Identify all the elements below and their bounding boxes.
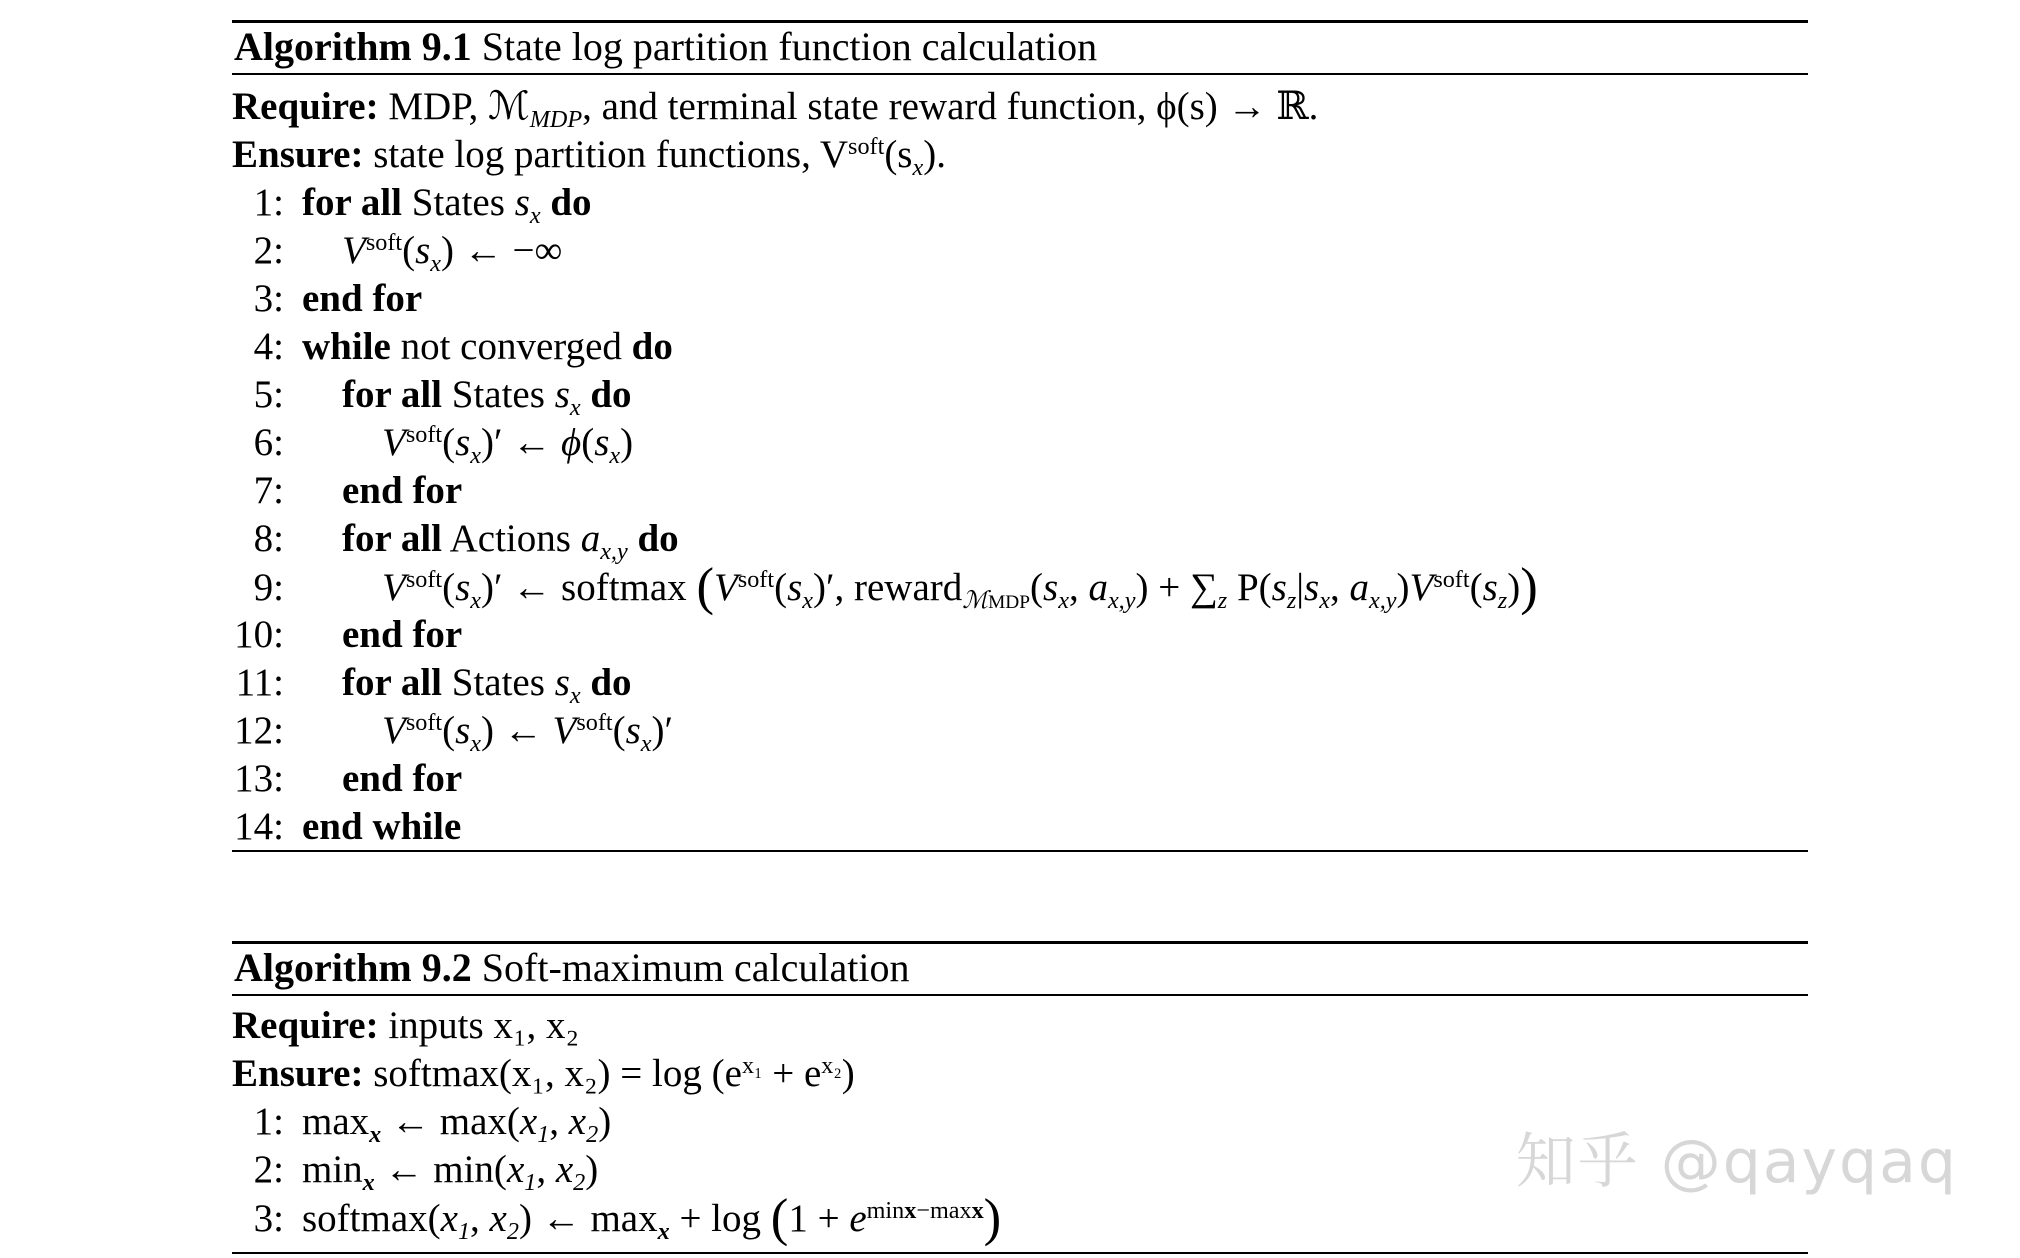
require-label: Require: [232, 1004, 379, 1047]
kw-for-all: for all [302, 181, 403, 224]
algo-line-4 [232, 323, 673, 371]
require-tail: , and terminal state reward function, ϕ(s) → ℝ. [582, 85, 1319, 128]
algorithm-title [232, 23, 1808, 73]
require-line [232, 1002, 579, 1050]
kw-end-for: end for [342, 469, 463, 512]
algo-line-5: 5: for all States $s_x$ do [232, 371, 632, 424]
algo-line-2: 2: $V^{soft}(s_x)$ ← −∞ [232, 227, 562, 280]
algorithm-label: Algorithm 9.2 [234, 945, 472, 990]
ensure-sup: soft [848, 132, 885, 160]
ensure-end: ) [841, 1052, 855, 1095]
line-number: 10: [234, 613, 284, 656]
line-number: 3: [253, 1196, 284, 1240]
bottom-rule [232, 850, 1808, 852]
algo2-line-2: 2: $\min_x$ ← $\min(x_1$, $x_2$) [232, 1146, 598, 1199]
algo-line-10 [232, 611, 462, 659]
kw-for-all: for all [342, 517, 443, 560]
require-label: Require: [232, 85, 379, 128]
line-number: 6: [253, 421, 284, 464]
require-mdp-sub: MDP [529, 106, 583, 134]
kw-for-all: for all [342, 661, 443, 704]
require-text: inputs x₁, x₂ [388, 1004, 580, 1047]
algorithm-title [232, 944, 1808, 994]
require-line [232, 83, 1318, 136]
states-word: States [451, 661, 545, 704]
ensure-text: state log partition functions, V [373, 133, 849, 176]
line-number: 14: [234, 805, 284, 848]
ensure-sub: x [912, 154, 924, 182]
watermark: 知乎 @qayqaq [1515, 1127, 1958, 1197]
states-word: States [411, 181, 505, 224]
kw-end-for: end for [302, 277, 423, 320]
ensure-text: softmax(x₁, x₂) = log (e [373, 1052, 742, 1095]
algo-line-8: 8: for all Actions $a_{x,y}$ do [232, 515, 679, 568]
line-number: 12: [234, 709, 284, 752]
algorithm-label: Algorithm 9.1 [234, 24, 472, 69]
line-number: 11: [235, 661, 284, 704]
ensure-label: Ensure: [232, 1052, 364, 1095]
ensure-tail: (s [884, 133, 913, 176]
kw-end-for: end for [342, 757, 463, 800]
ensure-line [232, 1050, 855, 1103]
algorithm-9-2 [232, 941, 1808, 1254]
states-word: States [451, 373, 545, 416]
algo-line-7 [232, 467, 462, 515]
algo-line-12: 12: $V^{soft}(s_x)$ ← $V^{soft}(s_x)'$ [232, 707, 673, 760]
kw-while: while [302, 325, 391, 368]
algo-line-11: 11: for all States $s_x$ do [232, 659, 632, 712]
kw-end-for: end for [342, 613, 463, 656]
kw-do: do [550, 181, 592, 224]
algorithm-9-1 [232, 20, 1808, 852]
line-number: 7: [253, 469, 284, 512]
line-number: 4: [253, 325, 284, 368]
kw-end-while: end while [302, 805, 462, 848]
kw-do: do [590, 373, 632, 416]
algo-line-14 [232, 803, 461, 851]
ensure-line [232, 131, 946, 184]
line-number: 9: [253, 565, 284, 609]
algorithm-title-text: State log partition function calculation [481, 24, 1098, 69]
line-number: 13: [234, 757, 284, 800]
line-number: 1: [253, 181, 284, 224]
ensure-sup-1: x₁ [741, 1051, 763, 1079]
ensure-label: Ensure: [232, 133, 364, 176]
line-number: 5: [253, 373, 284, 416]
algo-line-6: 6: $V^{soft}(s_x)'$ ← $\phi(s_x)$ [232, 419, 633, 472]
algo-line-3 [232, 275, 422, 323]
kw-for-all: for all [342, 373, 443, 416]
ensure-sup-2: x₂ [821, 1051, 842, 1079]
algorithm-body [232, 75, 1808, 850]
not-converged: not converged [400, 325, 622, 368]
kw-do: do [631, 325, 673, 368]
line-number: 1: [253, 1100, 284, 1143]
line-number: 2: [253, 229, 284, 272]
actions-word: Actions [449, 517, 571, 560]
algo-line-13 [232, 755, 462, 803]
algo-line-9: 9: $V^{soft}(s_x)'$ ← softmax ($V^{soft}(s_x)'$, $reward_{ℳMDP}(s_x$, $a_{x,y}) + \sum_z$ $P(s_z|s_x$, $a_{x,y})V^{soft}(s_z)$) [232, 563, 1538, 619]
line-number: 3: [253, 277, 284, 320]
algo2-line-3: 3: $softmax(x_1$, $x_2$) ← $\max_x + \log (1 + e^{minx-maxx})$ [232, 1194, 1001, 1248]
algo-line-1: 1: for all States $s_x$ do [232, 179, 592, 232]
line-number: 8: [253, 517, 284, 560]
ensure-mid: + e [762, 1052, 822, 1095]
require-text: MDP, ℳ [388, 85, 530, 128]
line-number: 2: [253, 1148, 284, 1191]
bottom-rule [232, 1252, 1808, 1254]
kw-do: do [637, 517, 679, 560]
ensure-end: ). [923, 133, 946, 176]
algorithm-title-text: Soft-maximum calculation [481, 945, 910, 990]
algo2-line-1: 1: $\max_x$ ← $\max(x_1$, $x_2$) [232, 1098, 611, 1151]
kw-do: do [590, 661, 632, 704]
